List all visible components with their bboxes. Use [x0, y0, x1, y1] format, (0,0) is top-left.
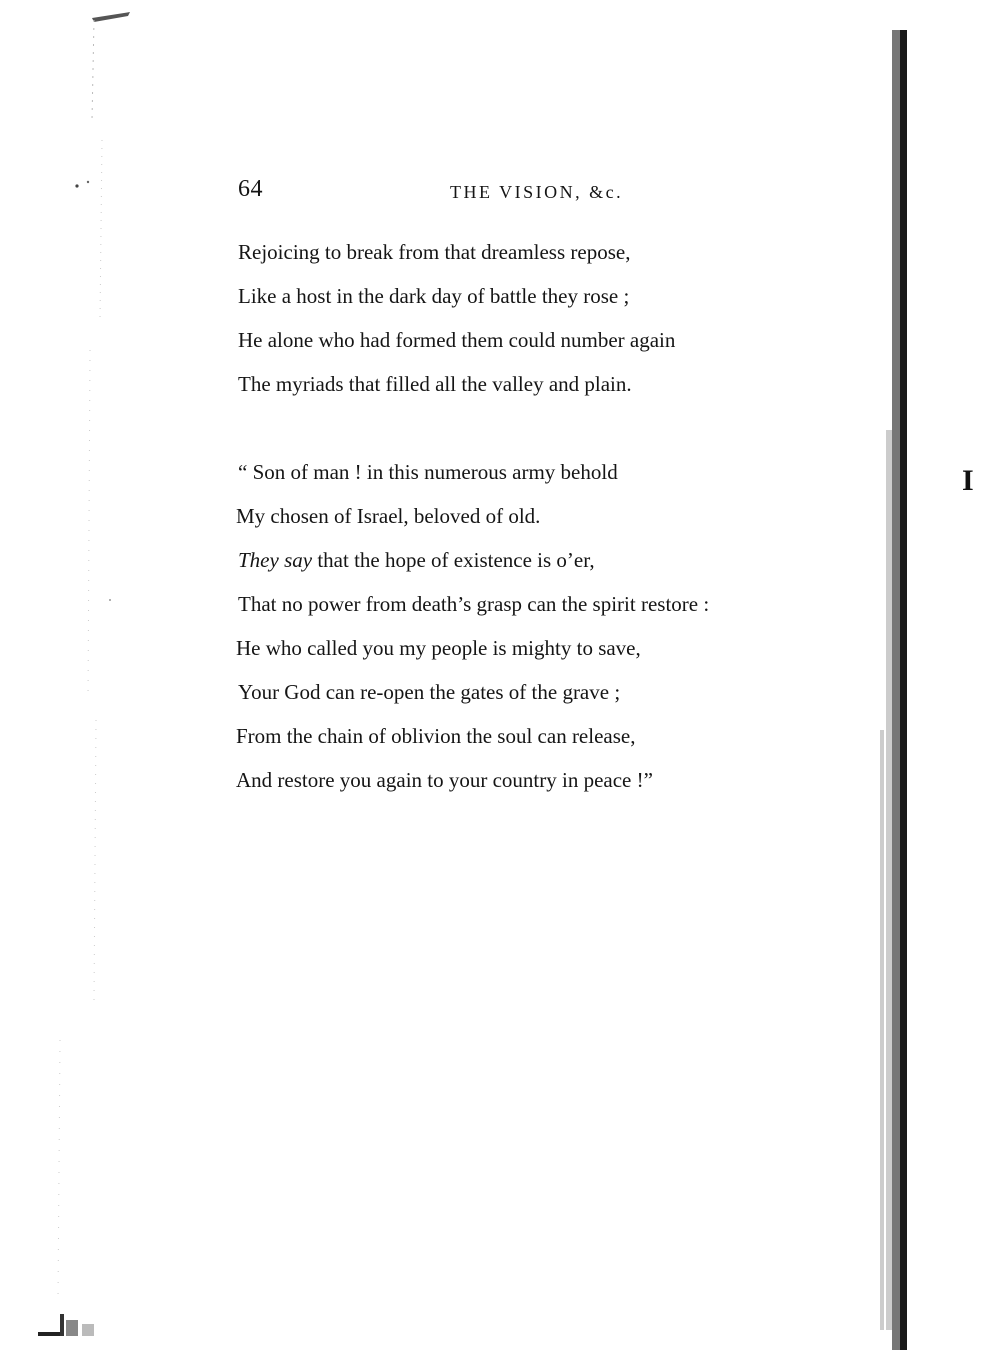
- stanza1-line4: The myriads that filled all the valley and plain.: [238, 372, 632, 396]
- stanza2-line3-italic: They say: [238, 548, 313, 572]
- stanza1-line3: He alone who had formed them could number again: [238, 328, 676, 352]
- stanza1-line2: Like a host in the dark day of battle they rose ;: [238, 284, 630, 308]
- stanza2-line5: He who called you my people is mighty to save,: [236, 636, 641, 660]
- bottom-left-smudge: [38, 1310, 128, 1350]
- page-number: 64: [238, 176, 263, 202]
- stanza2-line1: “ Son of man ! in this numerous army behold: [238, 460, 618, 484]
- margin-mark: I: [962, 464, 974, 497]
- stanza1-line1: Rejoicing to break from that dreamless repose,: [238, 240, 631, 264]
- stanza2-line7: From the chain of oblivion the soul can release,: [236, 724, 636, 748]
- stanza2-line2: My chosen of Israel, beloved of old.: [236, 504, 541, 528]
- stanza2-line6: Your God can re-open the gates of the grave ;: [238, 680, 621, 704]
- running-title: THE VISION, &c.: [450, 182, 624, 202]
- stanza2-line4: That no power from death’s grasp can the spirit restore :: [238, 592, 710, 616]
- left-margin-specks: [30, 0, 140, 1371]
- scanned-page-edge: [878, 30, 908, 1350]
- stanza2-line3: [238, 550, 595, 571]
- stanza2-line3-rest: that the hope of existence is o’er,: [312, 548, 595, 572]
- stanza2-line8: And restore you again to your country in peace !”: [236, 768, 653, 792]
